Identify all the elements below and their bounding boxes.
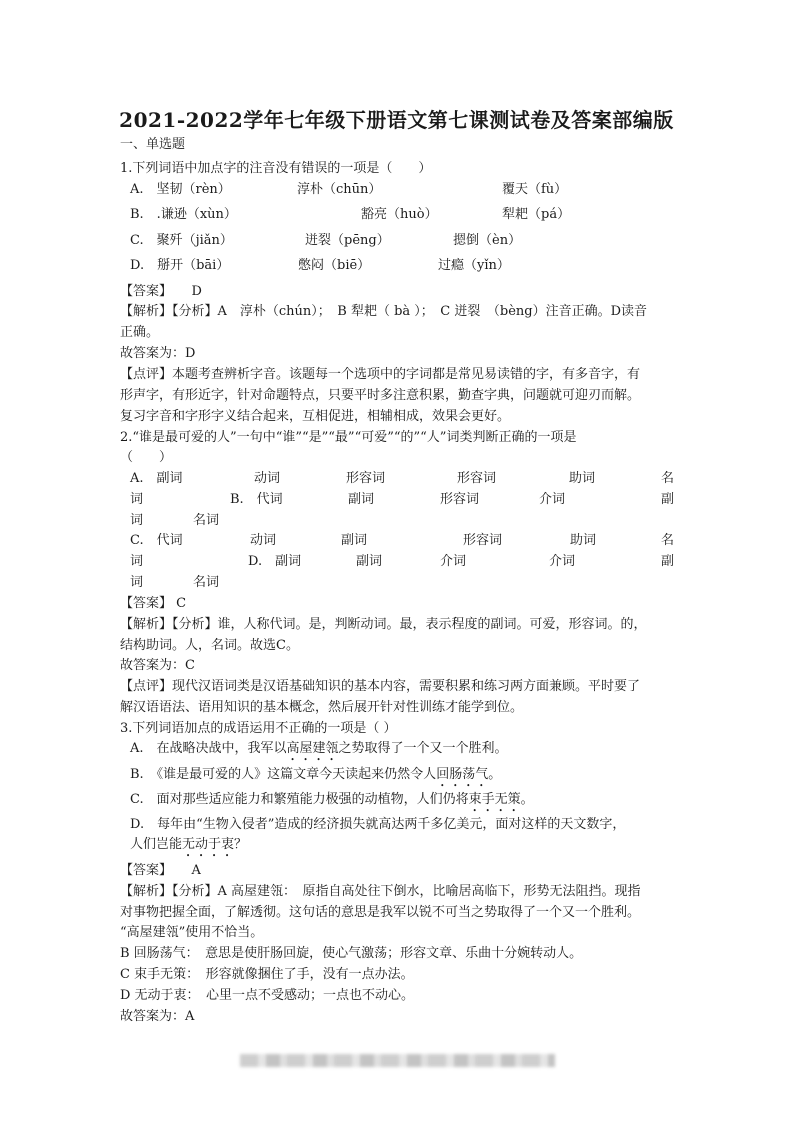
q1-option-c-2: 迸裂（pēng）: [305, 233, 390, 248]
q1-option-d-1: D. 掰开（bāi）: [130, 258, 230, 273]
q3-analysis-line1: 【解析】【分析】A 高屋建瓴： 原指自高处往下倒水，比喻居高临下，形势无法阻挡。现指: [120, 884, 641, 899]
q2-row5-cell: 副词: [356, 554, 383, 569]
q2-row5-cell: 介词: [440, 554, 467, 569]
q2-comment-line2: 解汉语语法、语用知识的基本概念，然后展开针对性训练才能学到位。: [120, 700, 524, 715]
q1-stem: 1.下列词语中加点字的注音没有错误的一项是（ ）: [120, 161, 432, 176]
q2-row1-cell: 形容词: [457, 471, 497, 486]
q1-option-a-1: A. 坚韧（rèn）: [130, 182, 231, 197]
q3-option-b-idiom: 回肠荡气: [436, 767, 489, 782]
q3-option-c-idiom: 束手无策: [468, 792, 521, 807]
q3-option-a-post: 之势取得了一个又一个胜利。: [338, 741, 508, 756]
q2-row2-cell: 形容词: [440, 492, 480, 507]
q2-row6-cell: 名词: [193, 575, 220, 590]
q2-row5-cell: 介词: [549, 554, 576, 569]
q3-option-d-line2: [130, 836, 247, 860]
q3-option-b-pre: B. 《谁是最可爱的人》这篇文章今天读起来仍然令人: [130, 767, 437, 782]
q2-row4-cell: 动词: [250, 533, 277, 548]
q2-row5-cell: 词: [130, 554, 144, 569]
q3-option-d-idiom: 无动于衷: [182, 837, 235, 852]
q3-option-d-pre: 人们岂能: [130, 837, 183, 852]
q2-row2-cell: B. 代词: [230, 492, 283, 507]
q2-stem: 2.“谁是最可爱的人”一句中“谁”“是”“最”“可爱”“的”“人”词类判断正确的一项是: [120, 430, 577, 445]
q3-explanation-c: C 束手无策： 形容就像捆住了手，没有一点办法。: [120, 967, 414, 982]
q2-row4-cell: C. 代词: [130, 533, 183, 548]
q2-row3-cell: 词: [130, 513, 144, 528]
q2-row2-cell: 副: [661, 492, 675, 507]
q2-row4-cell: 名: [661, 533, 675, 548]
q2-row1-cell: 动词: [254, 471, 281, 486]
q1-option-b-2: 豁亮（huò）: [361, 207, 438, 222]
q3-stem: 3.下列词语加点的成语运用不正确的一项是（ ）: [120, 721, 397, 736]
q2-answer: 【答案】 C: [120, 596, 187, 611]
q2-row3-cell: 名词: [193, 513, 220, 528]
q3-option-b: [130, 766, 501, 790]
q3-option-d-post: ？: [234, 837, 248, 852]
q2-row2-cell: 词: [130, 492, 144, 507]
q1-option-c-1: C. 聚歼（jiǎn）: [130, 233, 233, 248]
q1-option-a-2: 淳朴（chūn）: [297, 182, 382, 197]
section-heading: 一、单选题: [120, 137, 186, 152]
q2-row2-cell: 介词: [539, 492, 566, 507]
q1-comment-line3: 复习字音和字形字义结合起来，互相促进，相辅相成，效果会更好。: [120, 409, 511, 424]
q2-analysis-line1: 【解析】【分析】谁，人称代词。是，判断动词。最，表示程度的副词。可爱，形容词。的，: [120, 617, 647, 632]
q2-paren: （ ）: [120, 450, 173, 465]
q2-row1-cell: 名: [661, 471, 675, 486]
q3-option-c-pre: C. 面对那些适应能力和繁殖能力极强的动植物，人们仍将: [130, 792, 469, 807]
q3-option-c: [130, 791, 534, 815]
q3-explanation-b: B 回肠荡气： 意思是使肝肠回旋，使心气激荡；形容文章、乐曲十分婉转动人。: [120, 946, 583, 961]
q1-option-a-3: 覆天（fù）: [502, 182, 568, 197]
q1-analysis-line2: 正确。: [120, 325, 160, 340]
q3-option-b-post: 。: [488, 767, 502, 782]
q2-row4-cell: 形容词: [463, 533, 503, 548]
q3-option-a-pre: A. 在战略决战中，我军以: [130, 741, 287, 756]
q2-row1-cell: 助词: [569, 471, 596, 486]
q3-answer: 【答案】 A: [120, 863, 201, 878]
q3-analysis-line3: “高屋建瓴”使用不恰当。: [120, 925, 264, 940]
blurred-watermark: [240, 1054, 555, 1067]
document-title: 2021-2022学年七年级下册语文第七课测试卷及答案部编版: [119, 108, 674, 132]
q3-analysis-line2: 对事物把握全面，了解透彻。这句话的意思是我军以锐不可当之势取得了一个又一个胜利。: [120, 905, 641, 920]
q1-comment-line1: 【点评】本题考查辨析字音。该题每一个选项中的字词都是常见易读错的字，有多音字，有: [120, 367, 641, 382]
q2-row1-cell: A. 副词: [130, 471, 183, 486]
q2-row6-cell: 词: [130, 575, 144, 590]
q1-option-d-2: 憋闷（biē）: [298, 258, 371, 273]
q1-option-b-1: B. .谦逊（xùn）: [130, 207, 237, 222]
q3-option-a-idiom: 高屋建瓴: [286, 741, 339, 756]
q3-result: 故答案为：A: [120, 1009, 195, 1024]
q3-option-c-post: 。: [520, 792, 534, 807]
q2-row1-cell: 形容词: [346, 471, 386, 486]
q2-row2-cell: 副词: [348, 492, 375, 507]
q2-row4-cell: 助词: [570, 533, 597, 548]
q1-answer: 【答案】 D: [120, 284, 202, 299]
q1-result: 故答案为：D: [120, 346, 196, 361]
q1-option-d-3: 过瘾（yǐn）: [438, 258, 510, 273]
q2-result: 故答案为：C: [120, 658, 195, 673]
q2-row4-cell: 副词: [341, 533, 368, 548]
q1-option-c-3: 摁倒（èn）: [453, 233, 522, 248]
q3-explanation-d: D 无动于衷： 心里一点不受感动；一点也不动心。: [120, 988, 415, 1003]
q2-analysis-line2: 结构助词。人，名词。故选C。: [120, 638, 299, 653]
q3-option-d-line1: D. 每年由“生物入侵者”造成的经济损失就高达两千多亿美元，面对这样的天文数字，: [130, 817, 626, 832]
q2-row5-cell: D. 副词: [248, 554, 302, 569]
q3-option-a: [130, 740, 508, 764]
q2-row5-cell: 副: [661, 554, 675, 569]
q1-comment-line2: 形声字，有形近字，针对命题特点，只要平时多注意积累，勤查字典，问题就可迎刃而解。: [120, 388, 641, 403]
q1-option-b-3: 犁耙（pá）: [502, 207, 571, 222]
q1-analysis-line1: 【解析】【分析】A 淳朴（chún）； B 犁耙（ bà ）； C 迸裂 （bèng）注音正确。D读音: [120, 304, 648, 319]
q2-comment-line1: 【点评】现代汉语词类是汉语基础知识的基本内容，需要积累和练习两方面兼顾。平时要了: [120, 679, 641, 694]
